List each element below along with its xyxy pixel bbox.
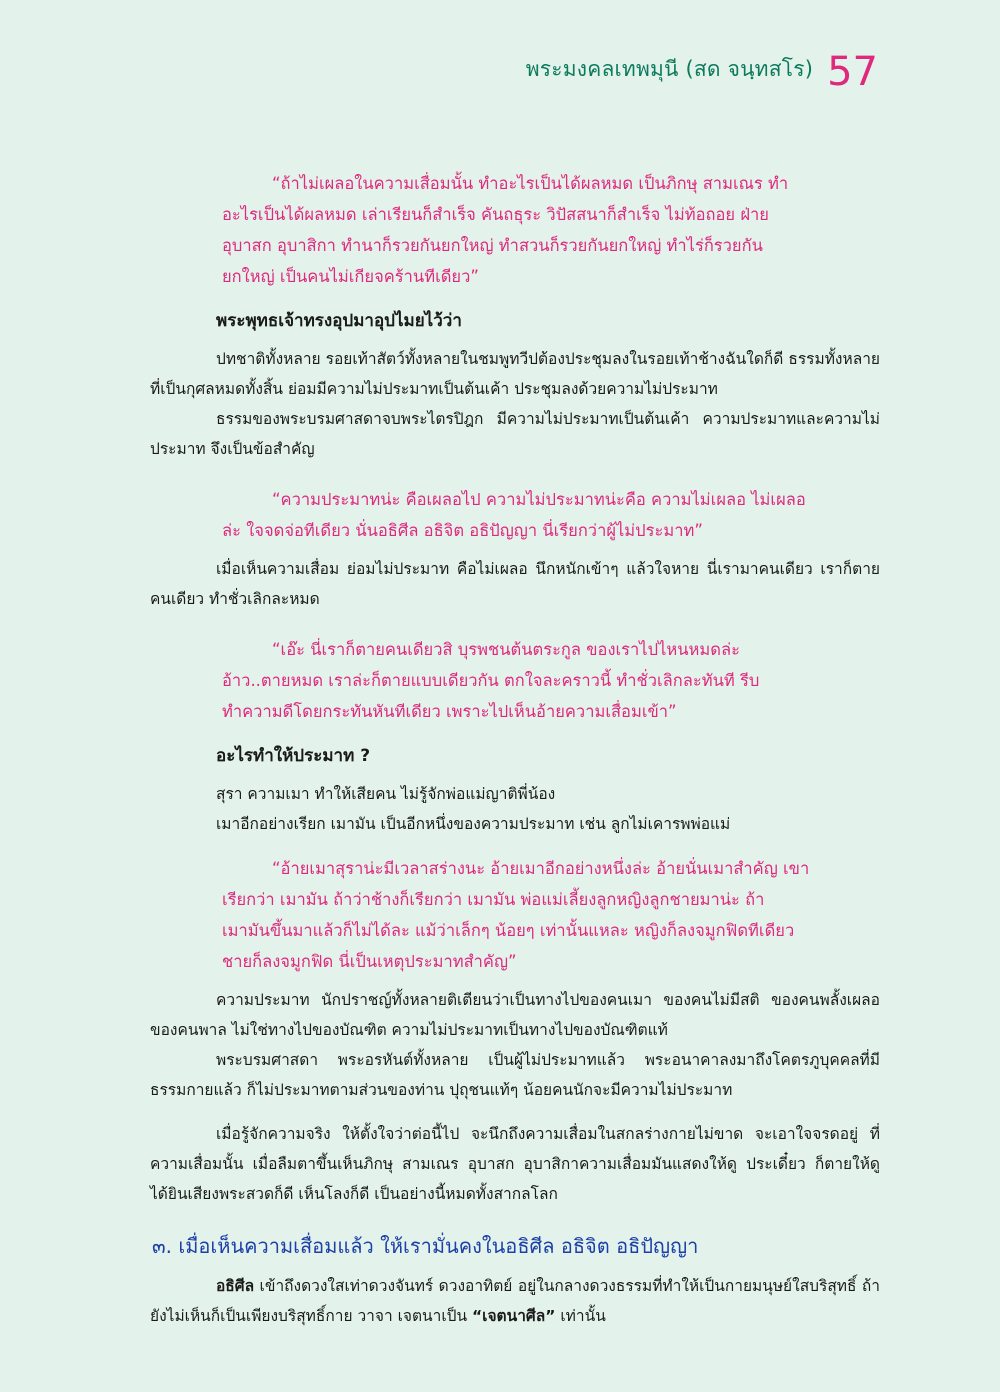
section-heading-3: ๓. เมื่อเห็นความเสื่อมแล้ว ให้เรามั่นคงในอธิศีล อธิจิต อธิปัญญา bbox=[152, 1234, 699, 1258]
paragraph-7-text-a: เข้าถึงดวงใสเท่าดวงจันทร์ ดวงอาทิตย์ อยู่ในกลางดวงธรรมที่ทำให้เป็นกายมนุษย์ใสบริสุทธิ์ ถ้ายังไม่เห็นก็เป็นเพียงบริสุทธิ์กาย วาจา เจตนาเป็น bbox=[150, 1277, 880, 1325]
quote-block-3 bbox=[222, 634, 810, 727]
quote-block-1 bbox=[222, 168, 810, 292]
paragraph-4: ความประมาท นักปราชญ์ทั้งหลายติเตียนว่าเป็นทางไปของคนเมา ของคนไม่มีสติ ของคนพลั้งเผลอของคนพาล ไม่ใช่ทางไปของบัณฑิต ความไม่ประมาทเป็นทางไปของบัณฑิตแท้ bbox=[150, 991, 880, 1039]
paragraph-7-text-b: เท่านั้น bbox=[555, 1307, 606, 1325]
line-2: เมาอีกอย่างเรียก เมามัน เป็นอีกหนึ่งของความประมาท เช่น ลูกไม่เคารพพ่อแม่ bbox=[216, 815, 731, 833]
quote-text-2: “ความประมาทน่ะ คือเผลอไป ความไม่ประมาทน่ะคือ ความไม่เผลอ ไม่เผลอล่ะ ใจจดจ่อทีเดียว นั่นอธิศีล อธิจิต อธิปัญญา นี่เรียกว่าผู้ไม่ประมาท” bbox=[222, 490, 806, 540]
paragraph-2: ธรรมของพระบรมศาสดาจบพระไตรปิฎก มีความไม่ประมาทเป็นต้นเค้า ความประมาทและความไม่ประมาท จึงเป็นข้อสำคัญ bbox=[150, 410, 880, 458]
paragraph-5: พระบรมศาสดา พระอรหันต์ทั้งหลาย เป็นผู้ไม่ประมาทแล้ว พระอนาคาลงมาถึงโคตรภูบุคคลที่มีธรรมกายแล้ว ก็ไม่ประมาทตามส่วนของท่าน ปุถุชนแท้ๆ น้อยคนนักจะมีความไม่ประมาท bbox=[150, 1051, 880, 1099]
heading-simile: พระพุทธเจ้าทรงอุปมาอุปไมยไว้ว่า bbox=[216, 311, 462, 331]
page-content bbox=[150, 168, 880, 1331]
running-header bbox=[525, 49, 878, 95]
quote-text-4: “อ้ายเมาสุราน่ะมีเวลาสร่างนะ อ้ายเมาอีกอย่างหนึ่งล่ะ อ้ายนั่นเมาสำคัญ เขาเรียกว่า เมามัน ถ้าว่าช้างก็เรียกว่า เมามัน พ่อแม่เลี้ยงลูกหญิงลูกชายมาน่ะ ถ้าเมามันขึ้นมาแล้วก็ไม่ได้ละ แม้ว่าเล็กๆ น้อยๆ เท่านั้นแหละ หญิงก็ลงจมูกฟิดทีเดียว ชายก็ลงจมูกฟิด นี่เป็นเหตุประมาทสำคัญ” bbox=[222, 859, 810, 971]
paragraph-6: เมื่อรู้จักความจริง ให้ตั้งใจว่าต่อนี้ไป จะนึกถึงความเสื่อมในสกลร่างกายไม่ขาด จะเอาใจจรดอยู่ ที่ความเสื่อมนั้น เมื่อลืมตาขึ้นเห็นภิกษุ สามเณร อุบาสก อุบาสิกาความเสื่อมมันแสดงให้ดู ประเดี๋ยว ก็ตายให้ดู ได้ยินเสียงพระสวดก็ดี เห็นโลงก็ดี เป็นอย่างนี้หมดทั้งสากลโลก bbox=[150, 1125, 880, 1203]
term-cetana-sila: “เจตนาศีล” bbox=[471, 1307, 556, 1325]
quote-block-4 bbox=[222, 853, 810, 977]
paragraph-7 bbox=[150, 1271, 880, 1331]
page-number: 57 bbox=[827, 49, 878, 95]
quote-text-3: “เอ๊ะ นี่เราก็ตายคนเดียวสิ บุรพชนต้นตระกูล ของเราไปไหนหมดล่ะ อ้าว..ตายหมด เราล่ะก็ตายแบบเดียวกัน ตกใจละคราวนี้ ทำชั่วเลิกละทันที รีบทำความดีโดยกระทันหันทีเดียว เพราะไปเห็นอ้ายความเสื่อมเข้า” bbox=[222, 640, 760, 721]
paragraph-3: เมื่อเห็นความเสื่อม ย่อมไม่ประมาท คือไม่เผลอ นึกหนักเข้าๆ แล้วใจหาย นี่เรามาคนเดียว เราก็ตายคนเดียว ทำชั่วเลิกละหมด bbox=[150, 560, 880, 608]
heading-what-causes-heedlessness: อะไรทำให้ประมาท ? bbox=[216, 746, 371, 766]
term-adhisila: อธิศีล bbox=[216, 1277, 255, 1295]
line-1: สุรา ความเมา ทำให้เสียคน ไม่รู้จักพ่อแม่ญาติพี่น้อง bbox=[216, 785, 556, 803]
quote-text-1: “ถ้าไม่เผลอในความเสื่อมนั้น ทำอะไรเป็นได้ผลหมด เป็นภิกษุ สามเณร ทำอะไรเป็นได้ผลหมด เล่าเรียนก็สำเร็จ คันถธุระ วิปัสสนาก็สำเร็จ ไม่ท้อถอย ฝ่ายอุบาสก อุบาสิกา ทำนาก็รวยกันยกใหญ่ ทำสวนก็รวยกันยกใหญ่ ทำไร่ก็รวยกันยกใหญ่ เป็นคนไม่เกียจคร้านทีเดียว” bbox=[222, 174, 789, 286]
paragraph-1: ปทชาติทั้งหลาย รอยเท้าสัตว์ทั้งหลายในชมพูทวีปต้องประชุมลงในรอยเท้าช้างฉันใดก็ดี ธรรมทั้งหลายที่เป็นกุศลหมดทั้งสิ้น ย่อมมีความไม่ประมาทเป็นต้นเค้า ประชุมลงด้วยความไม่ประมาท bbox=[150, 350, 880, 398]
header-title: พระมงคลเทพมุนี (สด จนฺทสโร) bbox=[525, 57, 814, 81]
quote-block-2 bbox=[222, 484, 810, 546]
